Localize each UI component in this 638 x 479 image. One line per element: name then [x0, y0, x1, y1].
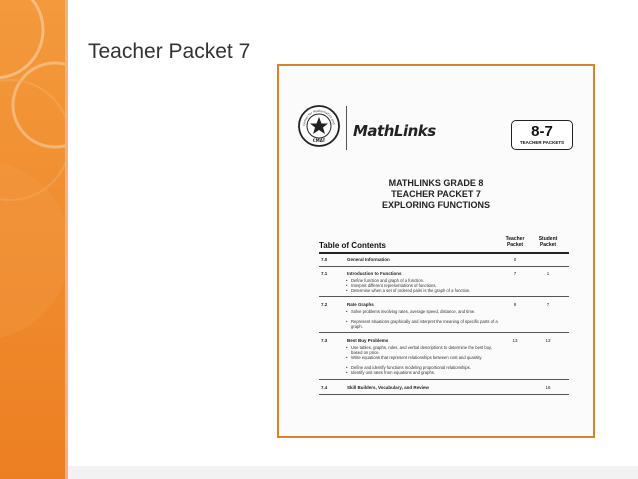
- toc-title: Table of Contents: [319, 241, 386, 250]
- toc-row-rule: [319, 266, 569, 267]
- doc-heading-line-3: EXPLORING FUNCTIONS: [381, 200, 490, 210]
- toc-bullet: • Interpret different representations of functions.: [351, 283, 499, 288]
- decorative-circles: [0, 0, 68, 479]
- col-head-teacher: Teacher Packet: [505, 236, 525, 248]
- col-head-student: Student Packet: [538, 236, 558, 248]
- doc-heading-line-2: TEACHER PACKET 7: [391, 189, 481, 199]
- toc-row-teacher-page: 7: [513, 271, 517, 276]
- toc-bullet: • Use tables, graphs, rules, and verbal descriptions to determine the best buy, based on price.: [351, 345, 499, 355]
- toc-bullet: • Identify unit rates from equations and graphs.: [351, 370, 499, 375]
- toc-row-teacher-page: 0: [513, 257, 517, 262]
- toc-row-number: 7.3: [321, 338, 328, 343]
- toc-row-student-page: 13: [545, 338, 551, 343]
- toc-row-student-page: 1: [546, 271, 550, 276]
- toc-row-rule: [319, 394, 569, 395]
- footer-band: [68, 466, 638, 479]
- seal-text: Center for Mathematics and: [301, 108, 336, 127]
- packet-code: 8-7: [531, 123, 553, 140]
- sidebar-edge: [65, 0, 68, 479]
- decorative-sidebar: [0, 0, 68, 479]
- seal-logo-icon: [297, 104, 341, 148]
- toc-row-rule: [319, 296, 569, 297]
- toc-row-title: Skill Builders, Vocabulary, and Review: [347, 385, 429, 390]
- toc-row-number: 7.1: [321, 271, 328, 276]
- toc-row-title: Introduction to Functions: [347, 271, 402, 276]
- toc-row-student-page: 7: [546, 302, 550, 307]
- toc-bullet: • Represent situations graphically and interpret the meaning of specific parts of a graph.: [351, 319, 499, 329]
- toc-row-title: Rate Graphs: [347, 302, 374, 307]
- toc-row-rule: [319, 379, 569, 380]
- toc-row-title: Best Buy Problems: [347, 338, 389, 343]
- toc-row-title: General Information: [347, 257, 390, 262]
- toc-row-teacher-page: 13: [512, 338, 518, 343]
- toc-row-teacher-page: 9: [513, 302, 517, 307]
- toc-bullet: • Solve problems involving rates, average speed, distance, and time.: [351, 309, 499, 314]
- doc-heading-line-1: MATHLINKS GRADE 8: [388, 178, 484, 188]
- toc-bullet: • Define and identify functions modeling proportional relationships.: [351, 365, 499, 370]
- slide-title: Teacher Packet 7: [88, 40, 251, 63]
- packet-code-label: TEACHER PACKETS: [519, 140, 565, 145]
- toc-row-number: 7.4: [321, 385, 328, 390]
- toc-row-number: 7.2: [321, 302, 328, 307]
- toc-row-number: 7.0: [321, 257, 328, 262]
- brand-logo: MathLinks: [353, 122, 436, 140]
- toc-bullet: • Write equations that represent relationships between cost and quantity.: [351, 355, 499, 360]
- toc-row-student-page: 16: [545, 385, 551, 390]
- toc-row-rule: [319, 332, 569, 333]
- seal-abbr: CMAT: [312, 138, 326, 143]
- toc-header-rule: [319, 252, 569, 254]
- toc-bullet: • Define function and graph of a function.: [351, 278, 499, 283]
- packet-code-badge: [511, 120, 573, 150]
- logo-divider: [346, 106, 347, 150]
- document-preview: [277, 64, 595, 438]
- toc-bullet: • Determine when a set of ordered pairs is the graph of a function.: [351, 288, 499, 293]
